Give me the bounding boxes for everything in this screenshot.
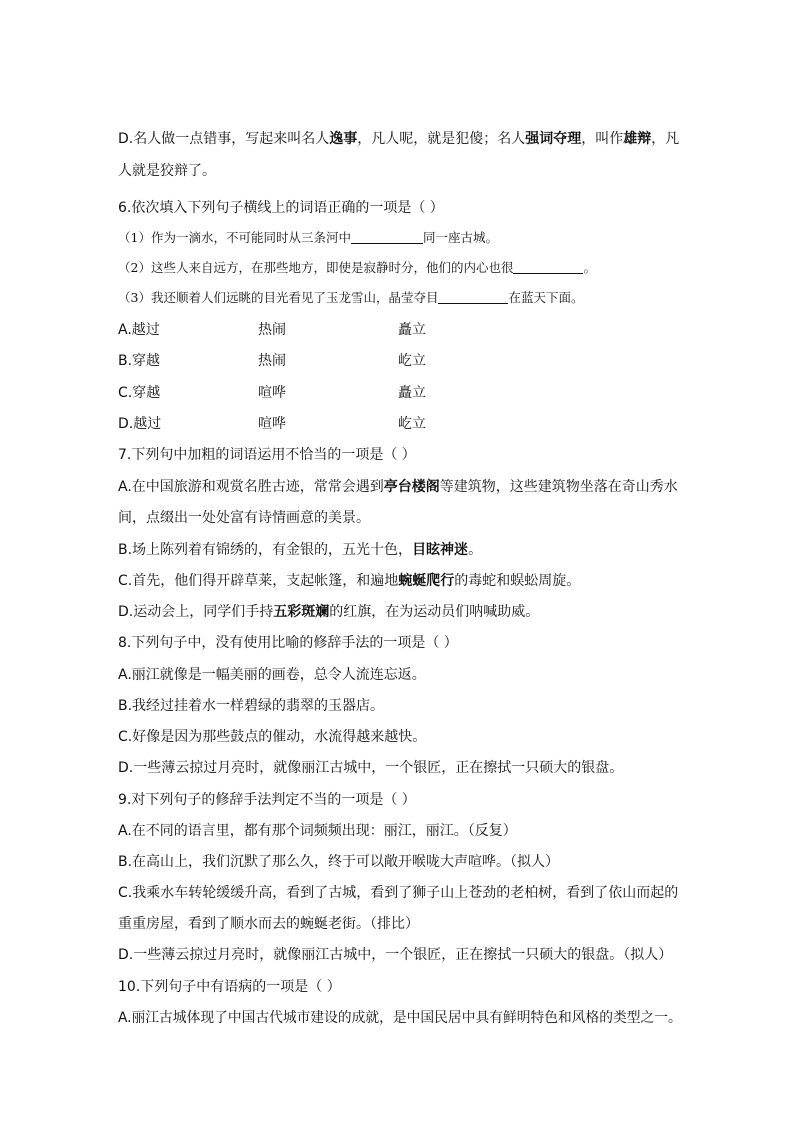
q6-option-d-word3: 屹立	[398, 416, 426, 432]
q6-option-b-word2: 热闹	[258, 353, 286, 369]
q8-stem: 8.下列句子中，没有使用比喻的修辞手法的一项是（ ）	[118, 635, 458, 651]
q8-option-a: A.丽江就像是一幅美丽的画卷，总令人流连忘返。	[118, 667, 426, 683]
q7-option-a-line2: 间，点缀出一处处富有诗情画意的美景。	[118, 510, 370, 526]
q6-sentence-2: （2）这些人来自远方，在那些地方，即使是寂静时分，他们的内心也很 。	[118, 260, 596, 275]
q7-option-c: C.首先，他们得开辟草莱，支起帐篷，和遍地蜿蜒爬行的毒蛇和蜈蚣周旋。	[118, 573, 581, 589]
q8-option-c: C.好像是因为那些鼓点的催动，水流得越来越快。	[118, 729, 427, 745]
q10-option-a: A.丽江古城体现了中国古代城市建设的成就，是中国民居中具有鲜明特色和风格的类型之一。	[118, 1010, 682, 1026]
q6-option-c-word2: 喧哗	[258, 385, 286, 401]
q6-option-c-word3: 矗立	[398, 385, 426, 401]
answer-blank	[438, 289, 508, 304]
q9-stem: 9.对下列句子的修辞手法判定不当的一项是（ ）	[118, 792, 416, 808]
bold-term: 逸事	[329, 131, 358, 147]
bold-term: 蜿蜒爬行	[398, 573, 455, 589]
q6-option-d-word1: D.越过	[118, 416, 162, 432]
bold-term: 目眩神迷	[412, 542, 469, 558]
q8-option-b: B.我经过挂着水一样碧绿的翡翠的玉器店。	[118, 698, 385, 714]
q6-stem: 6.依次填入下列句子横线上的词语正确的一项是（ ）	[118, 200, 444, 216]
q6-option-a-word2: 热闹	[258, 322, 286, 338]
q6-option-c-word1: C.穿越	[118, 385, 161, 401]
q7-option-d: D.运动会上，同学们手持五彩斑斓的红旗，在为运动员们呐喊助威。	[118, 604, 540, 620]
bold-term: 强词夺理	[525, 131, 582, 147]
q6-option-b-word1: B.穿越	[118, 353, 161, 369]
q9-option-c-line1: C.我乘水车转轮缓缓升高，看到了古城，看到了狮子山上苍劲的老柏树，看到了依山而起的	[118, 885, 679, 901]
q6-option-d-word2: 喧哗	[258, 416, 286, 432]
q9-option-b: B.在高山上，我们沉默了那么久，终于可以敞开喉咙大声喧哗。（拟人）	[118, 854, 560, 870]
answer-blank	[513, 259, 583, 274]
q7-option-a-line1: A.在中国旅游和观赏名胜古迹，常常会遇到亭台楼阁等建筑物，这些建筑物坐落在奇山秀水	[118, 479, 678, 495]
bold-term: 雄辩	[623, 131, 652, 147]
q6-sentence-1: （1）作为一滴水，不可能同时从三条河中 同一座古城。	[118, 230, 498, 245]
q10-stem: 10.下列句子中有语病的一项是（ ）	[118, 979, 341, 995]
bold-term: 五彩斑斓	[273, 604, 330, 620]
q6-option-a-word3: 矗立	[398, 322, 426, 338]
q8-option-d: D.一些薄云掠过月亮时，就像丽江古城中，一个银匠，正在擦拭一只硕大的银盘。	[118, 760, 624, 776]
q9-option-d: D.一些薄云掠过月亮时，就像丽江古城中，一个银匠，正在擦拭一只硕大的银盘。（拟人）	[118, 947, 673, 963]
q6-option-a-word1: A.越过	[118, 322, 160, 338]
q5-option-d-line2: 人就是狡辩了。	[118, 163, 216, 179]
answer-blank	[351, 229, 423, 244]
q6-option-b-word3: 屹立	[398, 353, 426, 369]
q6-sentence-3: （3）我还顺着人们远眺的目光看见了玉龙雪山，晶莹夺目 在蓝天下面。	[118, 290, 584, 305]
q5-option-d-line1: D.名人做一点错事，写起来叫名人逸事，凡人呢，就是犯傻；名人强词夺理，叫作雄辩，凡	[118, 131, 680, 147]
q9-option-c-line2: 重重房屋，看到了顺水而去的蜿蜒老街。（排比）	[118, 916, 419, 932]
q7-stem: 7.下列句中加粗的词语运用不恰当的一项是（ ）	[118, 447, 416, 463]
q9-option-a: A.在不同的语言里，都有那个词频频出现：丽江，丽江。（反复）	[118, 823, 517, 839]
q7-option-b: B.场上陈列着有锦绣的，有金银的，五光十色，目眩神迷。	[118, 542, 483, 558]
bold-term: 亭台楼阁	[383, 479, 440, 495]
